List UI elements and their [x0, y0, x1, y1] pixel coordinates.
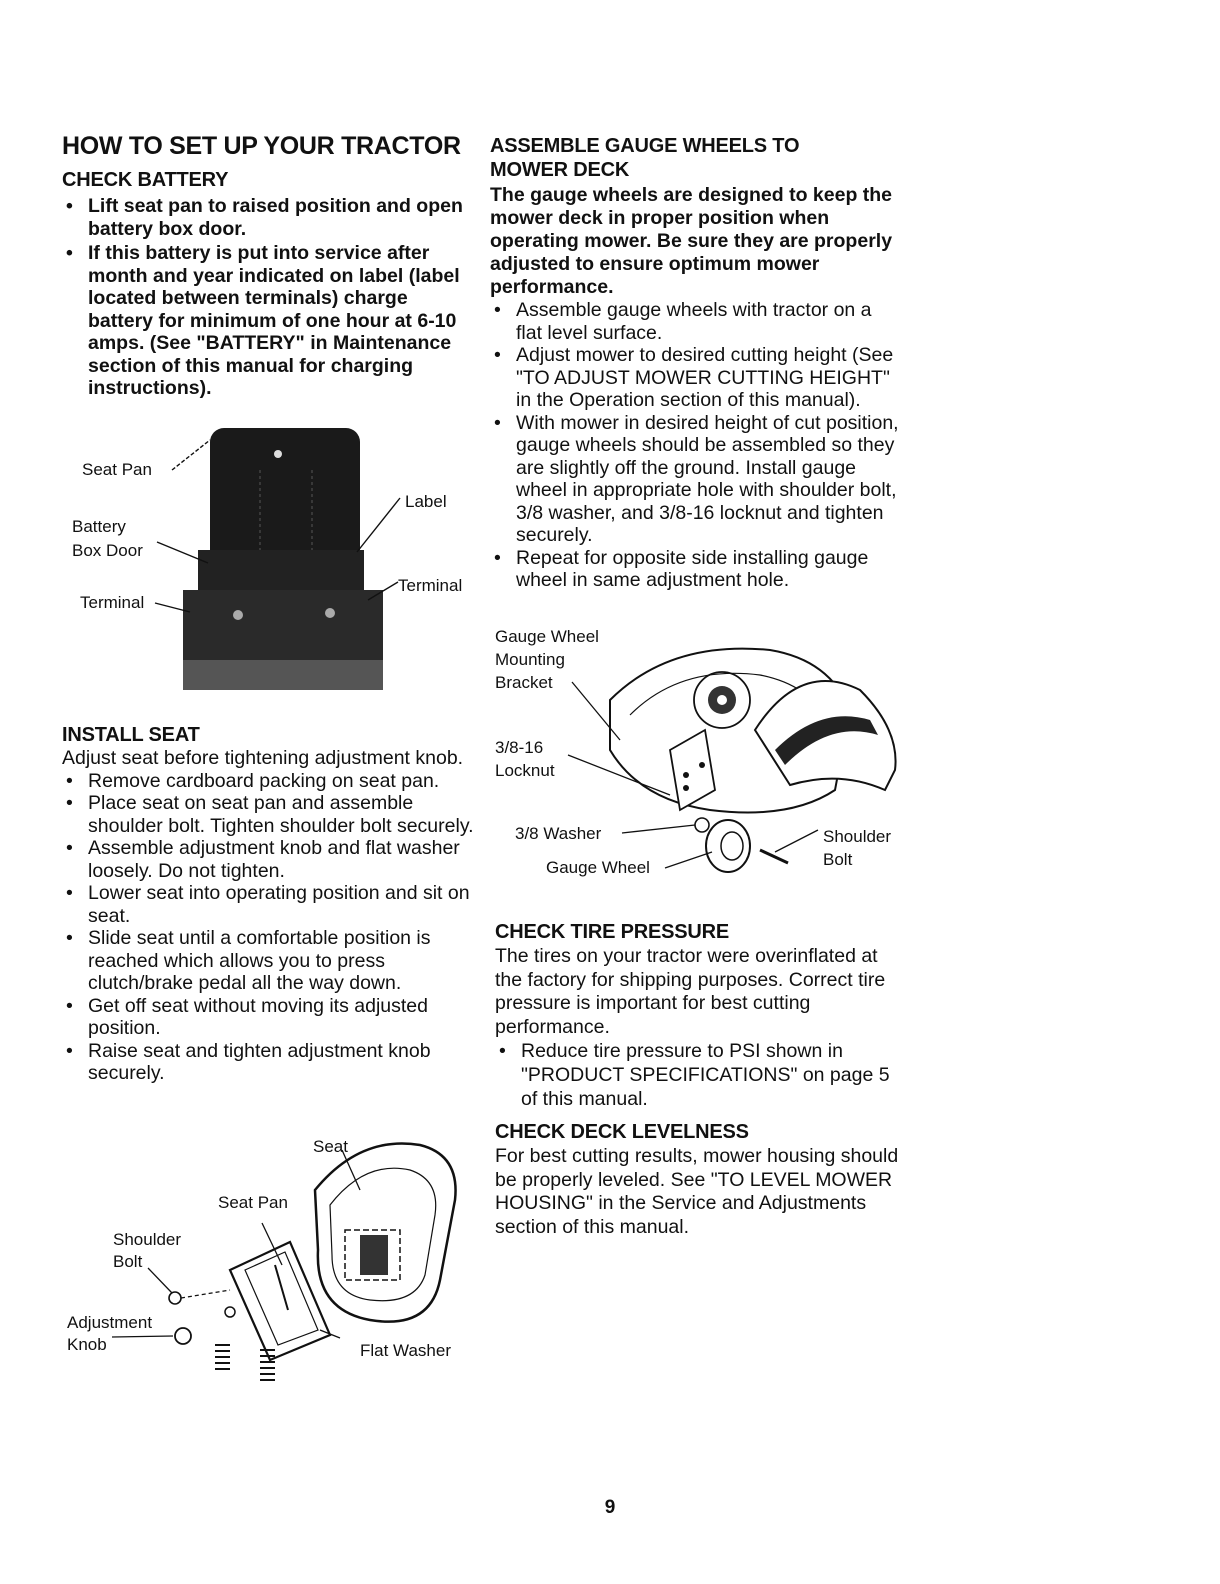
install-seat-section	[62, 723, 482, 1085]
tire-pressure-list	[495, 1039, 905, 1111]
terminal-label-left: Terminal	[80, 593, 145, 612]
list-item: • Lower seat into operating position and sit on seat.	[62, 882, 482, 927]
shoulder-bolt-label: Shoulder	[113, 1230, 182, 1249]
tire-pressure-intro: The tires on your tractor were overinflated at the factory for shipping purposes. Correct tire pressure is important for best cutting performance.	[495, 945, 886, 1038]
battery-box-door-label: Box Door	[72, 541, 143, 560]
check-battery-list	[62, 195, 472, 400]
seat-pan-label: Seat Pan	[82, 460, 152, 479]
gauge-bracket-label: Bracket	[495, 673, 553, 692]
list-item: • Get off seat without moving its adjusted position.	[62, 995, 482, 1040]
list-item: • Place seat on seat pan and assemble shoulder bolt. Tighten shoulder bolt securely.	[62, 792, 482, 837]
check-battery-section	[62, 168, 472, 400]
terminal-left-icon	[233, 610, 243, 620]
gauge-bracket-label: Gauge Wheel	[495, 627, 599, 646]
shoulder-bolt-label: Bolt	[113, 1252, 143, 1271]
locknut-label: 3/8-16	[495, 738, 544, 757]
gauge-wheels-heading: MOWER DECK	[490, 159, 630, 181]
list-item: • With mower in desired height of cut position, gauge wheels should be assembled so they are slightly off the ground. Install gauge wheel in appropriate hole with shoulder bolt, 3/8 washer, and 3/8-16 locknut and tighten securely.	[490, 412, 902, 547]
label-label: Label	[405, 492, 447, 511]
shoulder-bolt-label: Shoulder	[823, 827, 892, 846]
adjustment-knob-label: Adjustment	[67, 1313, 153, 1332]
adjustment-knob-icon	[175, 1328, 191, 1344]
list-item: • Repeat for opposite side installing gauge wheel in same adjustment hole.	[490, 547, 902, 592]
seat-pan-label: Seat Pan	[218, 1193, 288, 1212]
spring-icon	[215, 1345, 275, 1380]
gauge-wheels-heading: ASSEMBLE GAUGE WHEELS TO	[490, 135, 800, 157]
shoulder-bolt-icon	[169, 1292, 181, 1304]
terminal-label-right: Terminal	[398, 576, 463, 595]
seat-shape	[315, 1143, 456, 1321]
page-title: HOW TO SET UP YOUR TRACTOR	[62, 132, 461, 160]
page-number: 9	[604, 1497, 616, 1518]
list-item: • Raise seat and tighten adjustment knob securely.	[62, 1040, 482, 1085]
list-item: • Slide seat until a comfortable position is reached which allows you to press clutch/brake pedal all the way down.	[62, 927, 482, 995]
shoulder-bolt-label: Bolt	[823, 850, 853, 869]
terminal-right-icon	[325, 608, 335, 618]
tire-pressure-section	[495, 920, 905, 1111]
check-battery-heading: CHECK BATTERY	[62, 169, 229, 191]
gauge-wheels-list	[490, 299, 902, 592]
list-item: • Assemble adjustment knob and flat washer loosely. Do not tighten.	[62, 837, 482, 882]
flat-washer-label: Flat Washer	[360, 1341, 452, 1360]
washer-icon	[695, 818, 709, 832]
gauge-bracket-label: Mounting	[495, 650, 565, 669]
install-seat-intro: Adjust seat before tightening adjustment knob.	[62, 747, 464, 769]
gauge-wheels-section	[490, 134, 902, 592]
adjustment-knob-label: Knob	[67, 1335, 107, 1354]
list-item: • Lift seat pan to raised position and open battery box door.	[62, 195, 472, 240]
install-seat-list	[62, 770, 482, 1085]
seat-label: Seat	[313, 1137, 348, 1156]
locknut-label: Locknut	[495, 761, 555, 780]
list-item: • If this battery is put into service after month and year indicated on label (label located between terminals) charge battery for minimum of one hour at 6-10 amps. (See "BATTERY" in Maintenance section of this manual for charging instructions).	[62, 242, 472, 400]
shoulder-bolt-icon	[760, 850, 788, 863]
list-item: • Remove cardboard packing on seat pan.	[62, 770, 482, 793]
battery-box-door-label: Battery	[72, 517, 126, 536]
flat-washer-icon	[225, 1307, 235, 1317]
tire-pressure-heading: CHECK TIRE PRESSURE	[495, 921, 730, 943]
deck-levelness-body: For best cutting results, mower housing should be properly leveled. See "TO LEVEL MOWER HOUSING" in the Service and Adjustments section of this manual.	[495, 1145, 899, 1238]
gauge-wheel-label: Gauge Wheel	[546, 858, 650, 877]
deck-levelness-heading: CHECK DECK LEVELNESS	[495, 1121, 749, 1143]
washer-label: 3/8 Washer	[515, 824, 602, 843]
gauge-wheels-intro: The gauge wheels are designed to keep the mower deck in proper position when operating mower. Be sure they are properly adjusted to ensure optimum mower performance.	[490, 184, 893, 298]
list-item: • Adjust mower to desired cutting height (See "TO ADJUST MOWER CUTTING HEIGHT" in the Operation section of this manual).	[490, 344, 902, 412]
install-seat-heading: INSTALL SEAT	[62, 724, 200, 746]
list-item: • Reduce tire pressure to PSI shown in "PRODUCT SPECIFICATIONS" on page 5 of this manual.	[495, 1039, 905, 1111]
list-item: • Assemble gauge wheels with tractor on a flat level surface.	[490, 299, 902, 344]
deck-levelness-section	[495, 1120, 905, 1239]
